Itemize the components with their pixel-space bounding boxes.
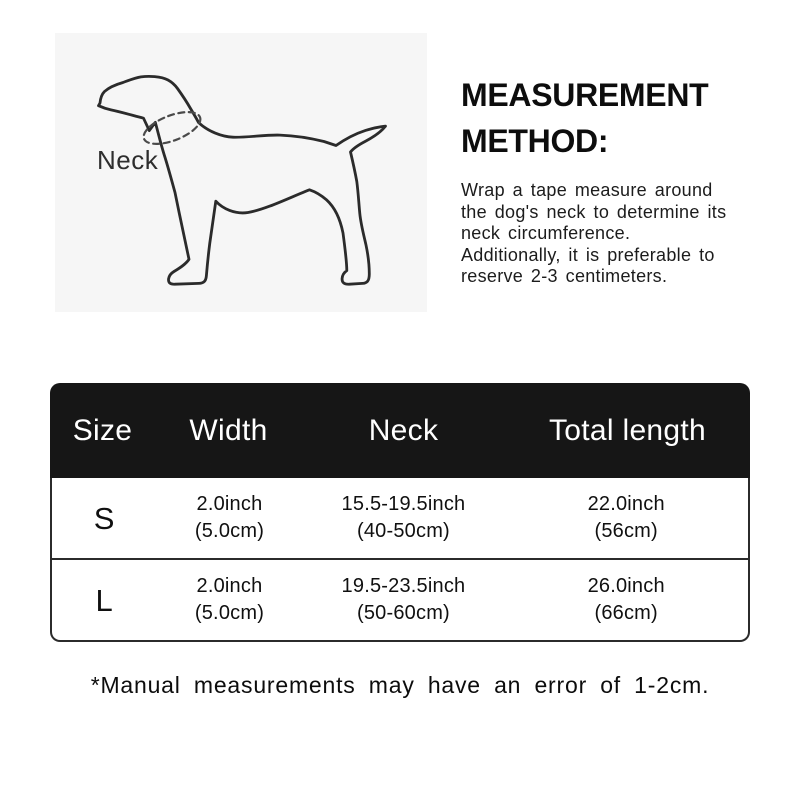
value-inch: 19.5-23.5inch [341,575,466,597]
column-header-width: Width [189,413,268,447]
column-header-size: Size [72,413,133,447]
value-inch: 26.0inch [587,575,665,597]
cell-width-l [156,573,302,627]
value-cm: (5.0cm) [194,602,265,624]
method-description [461,180,776,288]
value-cm: (56cm) [594,520,658,542]
value-cm: (66cm) [594,602,658,624]
section-heading-line-2: METHOD: [461,123,609,159]
table-row-l [52,558,748,640]
value-inch: 15.5-19.5inch [341,493,466,515]
value-inch: 2.0inch [196,493,263,515]
table-row-s [52,478,748,558]
dog-outline [99,76,386,284]
footnote: *Manual measurements may have an error of 1-2cm. [90,672,710,698]
cell-total-length-l [504,573,748,627]
neck-label: Neck [97,145,159,175]
value-cm: (50-60cm) [356,602,450,624]
method-line: neck circumference. [461,223,631,243]
column-header-neck: Neck [368,413,439,447]
value-inch: 2.0inch [196,575,263,597]
value-cm: (5.0cm) [194,520,265,542]
method-line: reserve 2-3 centimeters. [461,266,668,286]
cell-width-s [156,491,302,545]
value-cm: (40-50cm) [356,520,450,542]
table-body [50,478,750,642]
section-heading-line-1: MEASUREMENT [461,77,709,113]
value-inch: 22.0inch [587,493,665,515]
column-header-total-length: Total length [548,413,707,447]
method-line: Wrap a tape measure around [461,180,713,200]
cell-neck-l [303,573,505,627]
table-header-row [50,383,750,478]
cell-size-l: L [95,582,113,618]
method-line: Additionally, it is preferable to [461,244,715,265]
cell-size-s: S [93,500,115,536]
measurement-method-section [461,72,776,288]
size-chart-table [50,383,750,642]
cell-total-length-s [504,491,748,545]
cell-neck-s [303,491,505,545]
method-line: the dog's neck to determine its [461,201,727,222]
dog-measurement-panel [55,33,427,312]
